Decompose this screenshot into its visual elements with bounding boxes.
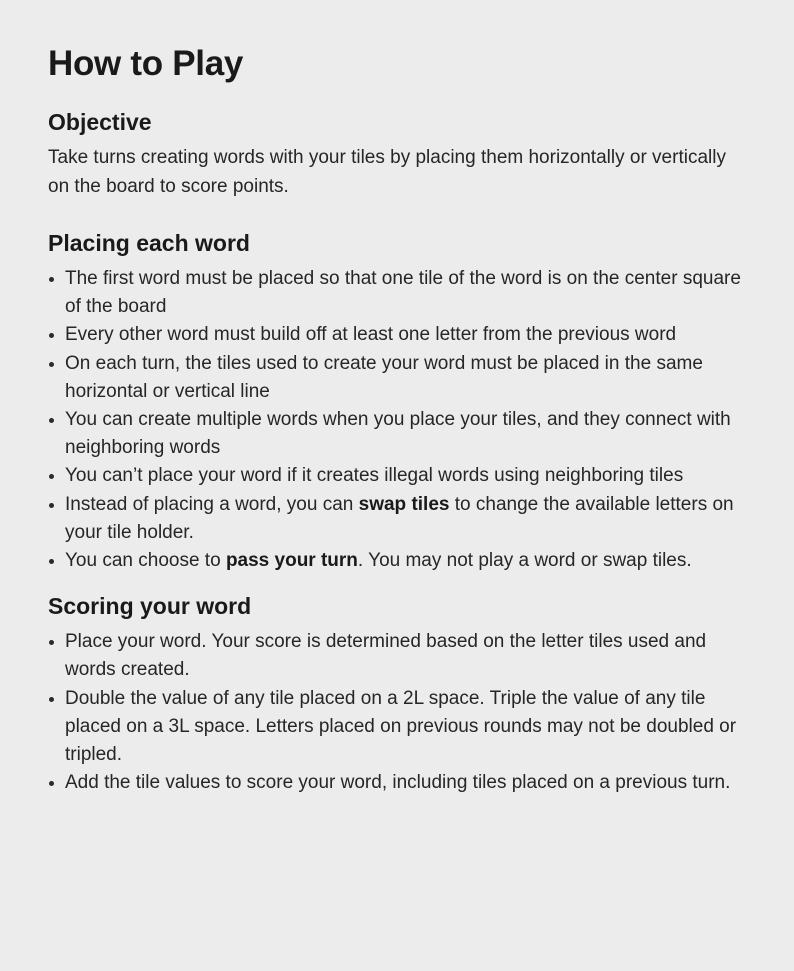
scoring-rule-item: Double the value of any tile placed on a 2L space. Triple the value of any tile placed on a 3L space. Letters placed on previous rounds may not be doubled or tripled. <box>48 685 754 770</box>
placing-rule-swap-tiles <box>48 491 754 547</box>
objective-heading: Objective <box>48 109 152 135</box>
objective-text: Take turns creating words with your tiles by placing them horizontally or vertically on the board to score points. <box>48 147 726 197</box>
swap-tiles-emphasis: swap tiles <box>358 493 450 515</box>
pass-text-before: You can choose to <box>65 550 226 572</box>
scoring-rule-item: Add the tile values to score your word, including tiles placed on a previous turn. <box>48 769 754 797</box>
pass-text-after: . You may not play a word or swap tiles. <box>357 550 692 572</box>
scoring-heading: Scoring your word <box>48 593 252 620</box>
placing-rule-item: Every other word must build off at least one letter from the previous word <box>48 321 754 349</box>
scoring-rules-list <box>48 628 754 797</box>
pass-turn-emphasis: pass your turn <box>225 550 358 572</box>
scoring-rule-item: Place your word. Your score is determined based on the letter tiles used and words created. <box>48 628 754 684</box>
placing-heading: Placing each word <box>48 230 250 256</box>
placing-rule-item: You can’t place your word if it creates illegal words using neighboring tiles <box>48 462 754 490</box>
swap-text-after: to change the available letters on your tile holder. <box>65 493 734 543</box>
placing-rules-list <box>48 265 754 575</box>
placing-rule-item: On each turn, the tiles used to create your word must be placed in the same horizontal or vertical line <box>48 350 754 406</box>
placing-rule-item: You can create multiple words when you place your tiles, and they connect with neighboring words <box>48 406 754 462</box>
placing-rule-pass-turn <box>48 547 754 575</box>
page-title: How to Play <box>48 44 244 83</box>
placing-rule-item: The first word must be placed so that one tile of the word is on the center square of the board <box>48 265 754 321</box>
swap-text-before: Instead of placing a word, you can <box>65 493 359 515</box>
